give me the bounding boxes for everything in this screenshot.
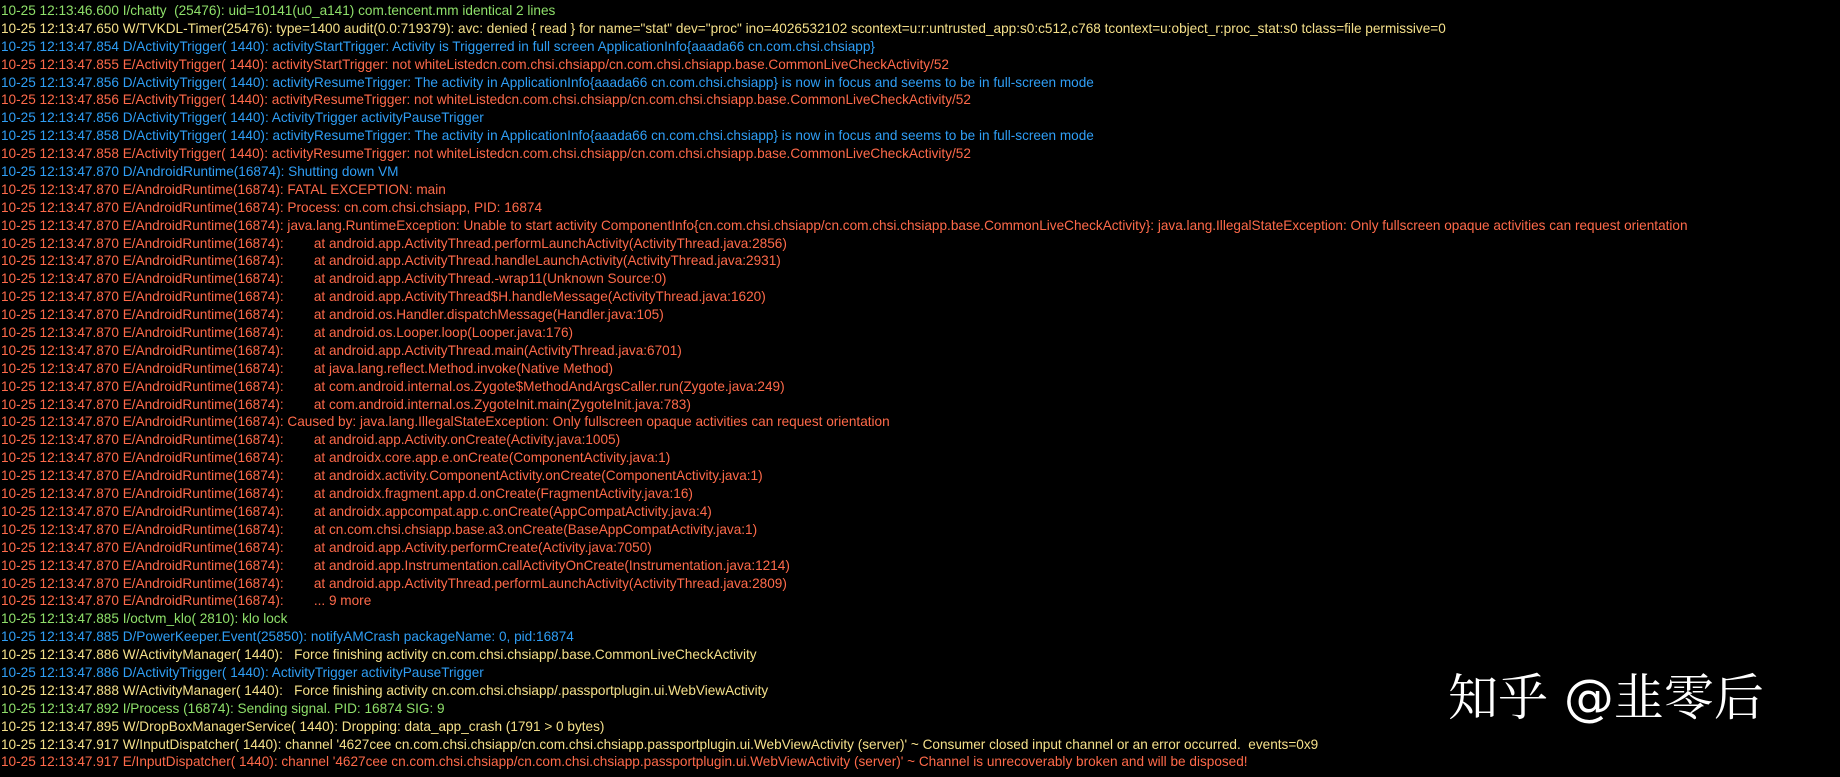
log-line: 10-25 12:13:47.856 D/ActivityTrigger( 1440): activityResumeTrigger: The activity in ApplicationInfo{aaada66 cn.com.chsi.chsiapp} is now in focus and seems to be in full-screen mode <box>1 74 1094 90</box>
log-line: 10-25 12:13:47.870 D/AndroidRuntime(16874): Shutting down VM <box>1 164 399 180</box>
log-line: 10-25 12:13:46.600 I/chatty (25476): uid=10141(u0_a141) com.tencent.mm identical 2 lines <box>1 3 556 18</box>
log-line: 10-25 12:13:47.870 E/AndroidRuntime(16874): at androidx.appcompat.app.c.onCreate(AppCompatActivity.java:4) <box>1 503 712 519</box>
log-line: 10-25 12:13:47.870 E/AndroidRuntime(16874): FATAL EXCEPTION: main <box>1 181 446 197</box>
log-line: 10-25 12:13:47.870 E/AndroidRuntime(16874): at android.app.ActivityThread.handleLaunchActivity(ActivityThread.java:2931) <box>1 253 781 269</box>
log-line: 10-25 12:13:47.888 W/ActivityManager( 1440): Force finishing activity cn.com.chsi.chsiapp/.passportplugin.ui.WebViewActivity <box>1 682 769 698</box>
log-line: 10-25 12:13:47.856 D/ActivityTrigger( 1440): ActivityTrigger activityPauseTrigger <box>1 110 484 126</box>
log-line: 10-25 12:13:47.917 E/InputDispatcher( 1440): channel '4627cee cn.com.chsi.chsiapp/cn.com.chsi.chsiapp.passportplugin.ui.WebViewActivity (server)' ~ Channel is unrecoverably broken and will be disposed! <box>1 754 1248 770</box>
log-line: 10-25 12:13:47.870 E/AndroidRuntime(16874): Caused by: java.lang.IllegalStateException: Only fullscreen opaque activities can request orientation <box>1 414 890 430</box>
log-line: 10-25 12:13:47.870 E/AndroidRuntime(16874): at androidx.core.app.e.onCreate(ComponentActivity.java:1) <box>1 450 671 466</box>
log-line: 10-25 12:13:47.870 E/AndroidRuntime(16874): at androidx.fragment.app.d.onCreate(FragmentActivity.java:16) <box>1 486 693 502</box>
log-line: 10-25 12:13:47.870 E/AndroidRuntime(16874): at android.app.ActivityThread.main(ActivityThread.java:6701) <box>1 342 682 358</box>
log-line: 10-25 12:13:47.917 W/InputDispatcher( 1440): channel '4627cee cn.com.chsi.chsiapp/cn.com.chsi.chsiapp.passportplugin.ui.WebViewActivity (server)' ~ Consumer closed input channel or an error occurred. events=0x9 <box>1 736 1319 752</box>
log-line: 10-25 12:13:47.854 D/ActivityTrigger( 1440): activityStartTrigger: Activity is Triggerred in full screen ApplicationInfo{aaada66 cn.com.chsi.chsiapp} <box>1 38 875 54</box>
log-line: 10-25 12:13:47.870 E/AndroidRuntime(16874): ... 9 more <box>1 593 372 609</box>
log-line: 10-25 12:13:47.886 W/ActivityManager( 1440): Force finishing activity cn.com.chsi.chsiapp/.base.CommonLiveCheckActivity <box>1 647 757 663</box>
log-line: 10-25 12:13:47.870 E/AndroidRuntime(16874): at android.app.Activity.performCreate(Activity.java:7050) <box>1 539 652 555</box>
log-line: 10-25 12:13:47.870 E/AndroidRuntime(16874): at android.app.ActivityThread$H.handleMessage(ActivityThread.java:1620) <box>1 289 766 305</box>
log-line: 10-25 12:13:47.870 E/AndroidRuntime(16874): at android.app.Activity.onCreate(Activity.java:1005) <box>1 432 621 448</box>
log-line: 10-25 12:13:47.892 I/Process (16874): Sending signal. PID: 16874 SIG: 9 <box>1 700 445 716</box>
log-line: 10-25 12:13:47.870 E/AndroidRuntime(16874): Process: cn.com.chsi.chsiapp, PID: 16874 <box>1 199 543 215</box>
log-line: 10-25 12:13:47.870 E/AndroidRuntime(16874): at android.app.ActivityThread.performLaunchActivity(ActivityThread.java:2809) <box>1 575 787 591</box>
log-line: 10-25 12:13:47.870 E/AndroidRuntime(16874): at android.app.Instrumentation.callActivityOnCreate(Instrumentation.java:1214) <box>1 557 790 573</box>
log-line: 10-25 12:13:47.870 E/AndroidRuntime(16874): at androidx.activity.ComponentActivity.onCreate(ComponentActivity.java:1) <box>1 468 763 484</box>
log-line: 10-25 12:13:47.858 D/ActivityTrigger( 1440): activityResumeTrigger: The activity in ApplicationInfo{aaada66 cn.com.chsi.chsiapp} is now in focus and seems to be in full-screen mode <box>1 128 1094 144</box>
log-line: 10-25 12:13:47.895 W/DropBoxManagerService( 1440): Dropping: data_app_crash (1791 > 0 bytes) <box>1 718 605 734</box>
log-line: 10-25 12:13:47.885 I/octvm_klo( 2810): klo lock <box>1 611 288 627</box>
log-line: 10-25 12:13:47.870 E/AndroidRuntime(16874): at java.lang.reflect.Method.invoke(Native Method) <box>1 360 614 376</box>
log-line: 10-25 12:13:47.870 E/AndroidRuntime(16874): at android.app.ActivityThread.-wrap11(Unknown Source:0) <box>1 271 667 287</box>
log-line: 10-25 12:13:47.870 E/AndroidRuntime(16874): at cn.com.chsi.chsiapp.base.a3.onCreate(BaseAppCompatActivity.java:1) <box>1 521 758 537</box>
log-line: 10-25 12:13:47.886 D/ActivityTrigger( 1440): ActivityTrigger activityPauseTrigger <box>1 664 484 680</box>
log-line: 10-25 12:13:47.858 E/ActivityTrigger( 1440): activityResumeTrigger: not whiteListedcn.com.chsi.chsiapp/cn.com.chsi.chsiapp.base.CommonLiveCheckActivity/52 <box>1 146 971 162</box>
watermark-text: 知乎 @韭零后 <box>1448 669 1764 727</box>
log-line: 10-25 12:13:47.870 E/AndroidRuntime(16874): at android.os.Handler.dispatchMessage(Handler.java:105) <box>1 307 664 323</box>
log-line: 10-25 12:13:47.855 E/ActivityTrigger( 1440): activityStartTrigger: not whiteListedcn.com.chsi.chsiapp/cn.com.chsi.chsiapp.base.CommonLiveCheckActivity/52 <box>1 56 949 72</box>
log-line: 10-25 12:13:47.870 E/AndroidRuntime(16874): at android.os.Looper.loop(Looper.java:176) <box>1 325 574 341</box>
log-line: 10-25 12:13:47.856 E/ActivityTrigger( 1440): activityResumeTrigger: not whiteListedcn.com.chsi.chsiapp/cn.com.chsi.chsiapp.base.CommonLiveCheckActivity/52 <box>1 92 971 108</box>
log-line: 10-25 12:13:47.870 E/AndroidRuntime(16874): at com.android.internal.os.Zygote$MethodAndArgsCaller.run(Zygote.java:249) <box>1 378 785 394</box>
log-line: 10-25 12:13:47.650 W/TVKDL-Timer(25476): type=1400 audit(0.0:719379): avc: denied { read } for name="stat" dev="proc" ino=4026532102 scontext=u:r:untrusted_app:s0:c512,c768 tcontext=u:object_r:proc_stat:s0 tclass=file permissive=0 <box>1 20 1446 36</box>
log-line: 10-25 12:13:47.870 E/AndroidRuntime(16874): at android.app.ActivityThread.performLaunchActivity(ActivityThread.java:2856) <box>1 235 787 251</box>
log-line: 10-25 12:13:47.870 E/AndroidRuntime(16874): java.lang.RuntimeException: Unable to start activity ComponentInfo{cn.com.chsi.chsiapp/cn.com.chsi.chsiapp.base.CommonLiveCheckActivity}: java.lang.IllegalStateException: Only fullscreen opaque activities can request orientation <box>1 217 1688 233</box>
log-line: 10-25 12:13:47.885 D/PowerKeeper.Event(25850): notifyAMCrash packageName: 0, pid:16874 <box>1 629 574 645</box>
log-line: 10-25 12:13:47.870 E/AndroidRuntime(16874): at com.android.internal.os.ZygoteInit.main(ZygoteInit.java:783) <box>1 396 691 412</box>
